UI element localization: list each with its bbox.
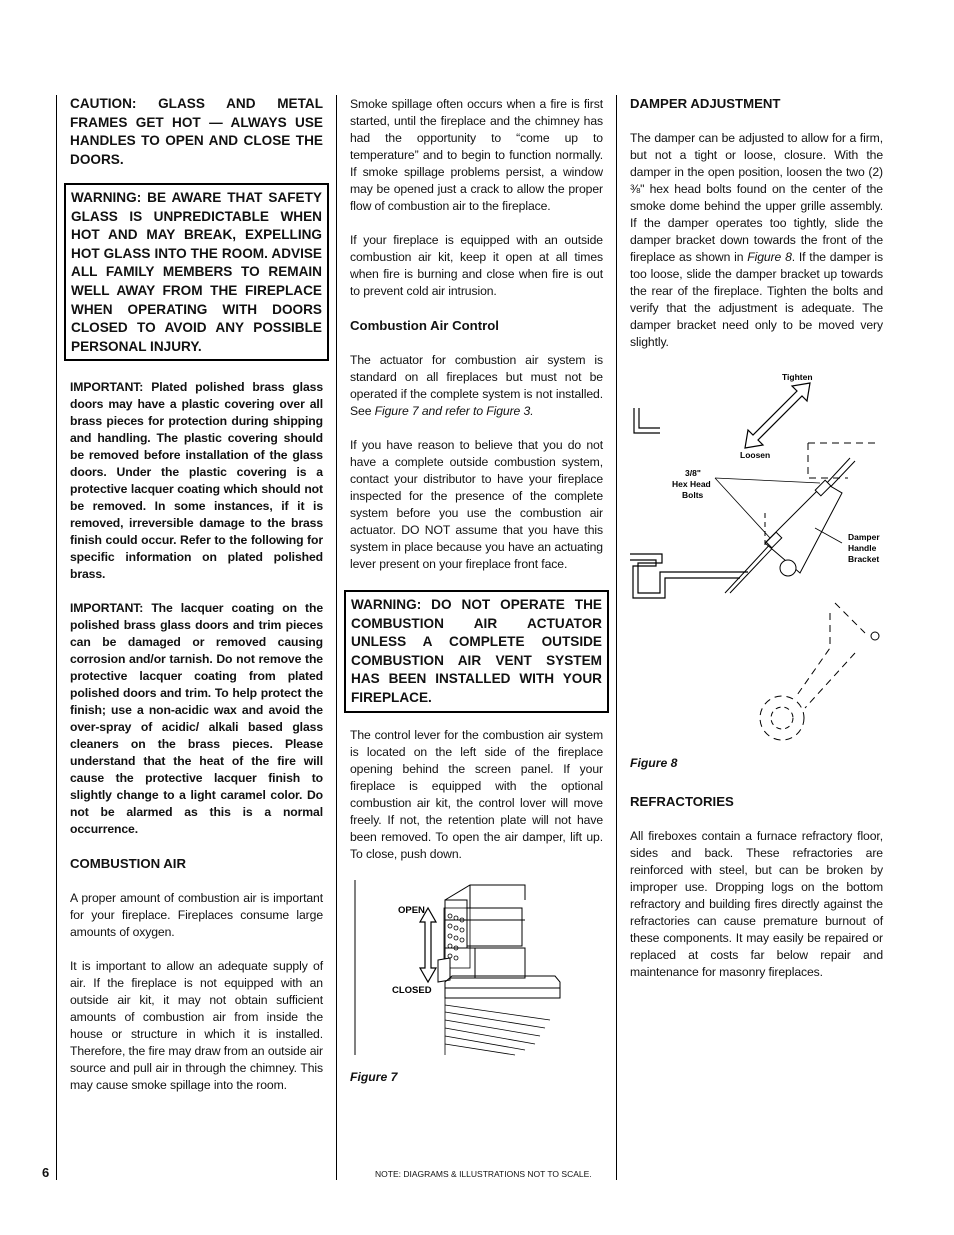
scale-note: NOTE: DIAGRAMS & ILLUSTRATIONS NOT TO SCALE.	[375, 1169, 592, 1179]
combustion-air-para-1: A proper amount of combustion air is important for your fireplace. Fireplaces consume large amounts of oxygen.	[70, 891, 323, 940]
column-divider-1	[336, 95, 337, 1180]
actuator-para-text: The actuator for combustion air system is standard on all fireplaces but must not be operated if the complete system is not installed. See	[350, 353, 603, 418]
figure-8-diagram	[630, 368, 890, 748]
bracket-label-1: Damper	[848, 532, 880, 542]
combustion-air-heading: COMBUSTION AIR	[70, 856, 186, 872]
actuator-warning: WARNING: DO NOT OPERATE THE COMBUSTION AIR ACTUATOR UNLESS A COMPLETE OUTSIDE COMBUSTION AIR VENT SYSTEM HAS BEEN INSTALLED WITH YOUR FIREPLACE.	[344, 590, 609, 713]
column-1	[70, 95, 323, 1111]
column-3	[630, 95, 883, 998]
refractories-para: All fireboxes contain a furnace refractory floor, sides and back. These refractories are reinforced with steel, but can be broken by improper use. Dropping logs on the bottom refractory and building fires directly against the refractories can cause premature burnout of these components. It may easily be repaired or replaced at costs far below repair and maintenance for masonry fireplaces.	[630, 829, 883, 979]
loosen-label: Loosen	[740, 450, 771, 460]
refractories-heading: REFRACTORIES	[630, 794, 734, 809]
column-divider-2	[616, 95, 617, 1180]
outside-air-kit-para: If your fireplace is equipped with an outside combustion air kit, keep it open at all times when fire is burning and close when fire is out to prevent cold air intrusion.	[350, 233, 603, 298]
bolts-label-1: 3/8"	[685, 468, 701, 478]
safety-glass-warning: WARNING: BE AWARE THAT SAFETY GLASS IS UNPREDICTABLE WHEN HOT AND MAY BREAK, EXPELLING HOT GLASS INTO THE ROOM. ADVISE ALL FAMILY MEMBERS TO REMAIN WELL AWAY FROM THE FIREPLACE WHEN OPERATING WITH DOORS CLOSED TO AVOID ANY POSSIBLE PERSONAL INJURY.	[64, 183, 329, 361]
bolts-label-3: Bolts	[682, 490, 704, 500]
bracket-label-3: Bracket	[848, 554, 880, 564]
damper-adjustment-heading: DAMPER ADJUSTMENT	[630, 96, 781, 111]
figure-8-caption: Figure 8	[630, 756, 678, 770]
column-2	[350, 96, 603, 1090]
complete-system-para: If you have reason to believe that you do not have a complete outside combustion system, contact your distributor to have your fireplace inspected for the presence of the complete system before you use the combustion air actuator. DO NOT assume that you have this system in place because you have an actuating lever present on your fireplace front face.	[350, 438, 603, 571]
figure-7-caption: Figure 7	[350, 1069, 398, 1084]
important-plastic-covering: IMPORTANT: Plated polished brass glass doors may have a plastic covering over all brass pieces for protection during shipping and handling. The plastic covering should be removed before installation of the glass doors. Under the plastic covering is a protective lacquer coating which should not be removed. In some instances, if it is removed, irreversible damage to the brass finish could occur. Refer to the following for specific information on plated polished brass.	[70, 380, 323, 582]
important-lacquer-coating: IMPORTANT: The lacquer coating on the polished brass glass doors and trim pieces can be damaged or removed causing corrosion and/or tarnish. Do not remove the protective lacquer coating from plated polished doors and trim. To help protect the finish; use a non-acidic wax and avoid the over-spray of acidic/ alkali based glass cleaners on the brass pieces. Please understand that the heat of the fire will cause the protective lacquer finish to slightly change to a light caramel color. Do not be alarmed as this is a normal occurrence.	[70, 601, 323, 837]
caution-text: CAUTION: GLASS AND METAL FRAMES GET HOT — ALWAYS USE HANDLES TO OPEN AND CLOSE THE DOORS.	[70, 96, 323, 167]
figure-7-open-label: OPEN	[398, 904, 425, 916]
control-lever-para: The control lever for the combustion air system is located on the left side of the fireplace opening behind the screen panel. If your fireplace is equipped with the optional combustion air kit, the control lover will move freely. If not, the retention plate will not have been removed. To open the air damper, lift up. To close, push down.	[350, 727, 603, 861]
damper-adjustment-para	[630, 130, 883, 351]
figure-8	[630, 368, 883, 770]
combustion-air-control-heading: Combustion Air Control	[350, 318, 499, 333]
figure-7-diagram	[350, 880, 603, 1090]
combustion-air-para-2: It is important to allow an adequate supply of air. If the fireplace is not equipped with an outside air kit, it may not obtain sufficient amounts of combustion air from inside the house or structure in which it is installed. Therefore, the fire may draw from an outside air source and pull air in through the chimney. This may cause smoke spillage into the room.	[70, 959, 323, 1093]
bolts-label-2: Hex Head	[672, 479, 711, 489]
figure-8-reference: Figure 8	[747, 250, 792, 264]
bracket-label-2: Handle	[848, 543, 877, 553]
damper-para-text-a: The damper can be adjusted to allow for a firm, but not a tight or loose, closure. With the damper in the open position, loosen the two (2) ⅜" hex head bolts found on the center of the smoke dome behind the upper grille assembly. If the damper operates too tightly, slide the damper bracket down towards the front of the fireplace as shown in	[630, 131, 883, 264]
figure-7	[350, 880, 603, 1090]
figure-7-closed-label: CLOSED	[392, 984, 432, 996]
page-number: 6	[42, 1165, 50, 1180]
actuator-para	[350, 352, 603, 420]
smoke-spillage-para: Smoke spillage often occurs when a fire is first started, until the fireplace and the chimney has had the opportunity to “come up to temperature” and to begin to function normally. If smoke spillage problems persist, a window may be opened just a crack to allow the proper flow of combustion air to the fireplace.	[350, 97, 603, 213]
column-divider-left	[56, 95, 57, 1180]
damper-para-text-b: . If the damper is too loose, slide the damper bracket up towards the rear of the fireplace. Tighten the bolts and verify that the adjustment is adequate. The damper bracket need only to be moved very slightly.	[630, 250, 883, 349]
tighten-label: Tighten	[782, 372, 813, 382]
figure-reference: Figure 7 and refer to Figure 3.	[374, 404, 534, 418]
